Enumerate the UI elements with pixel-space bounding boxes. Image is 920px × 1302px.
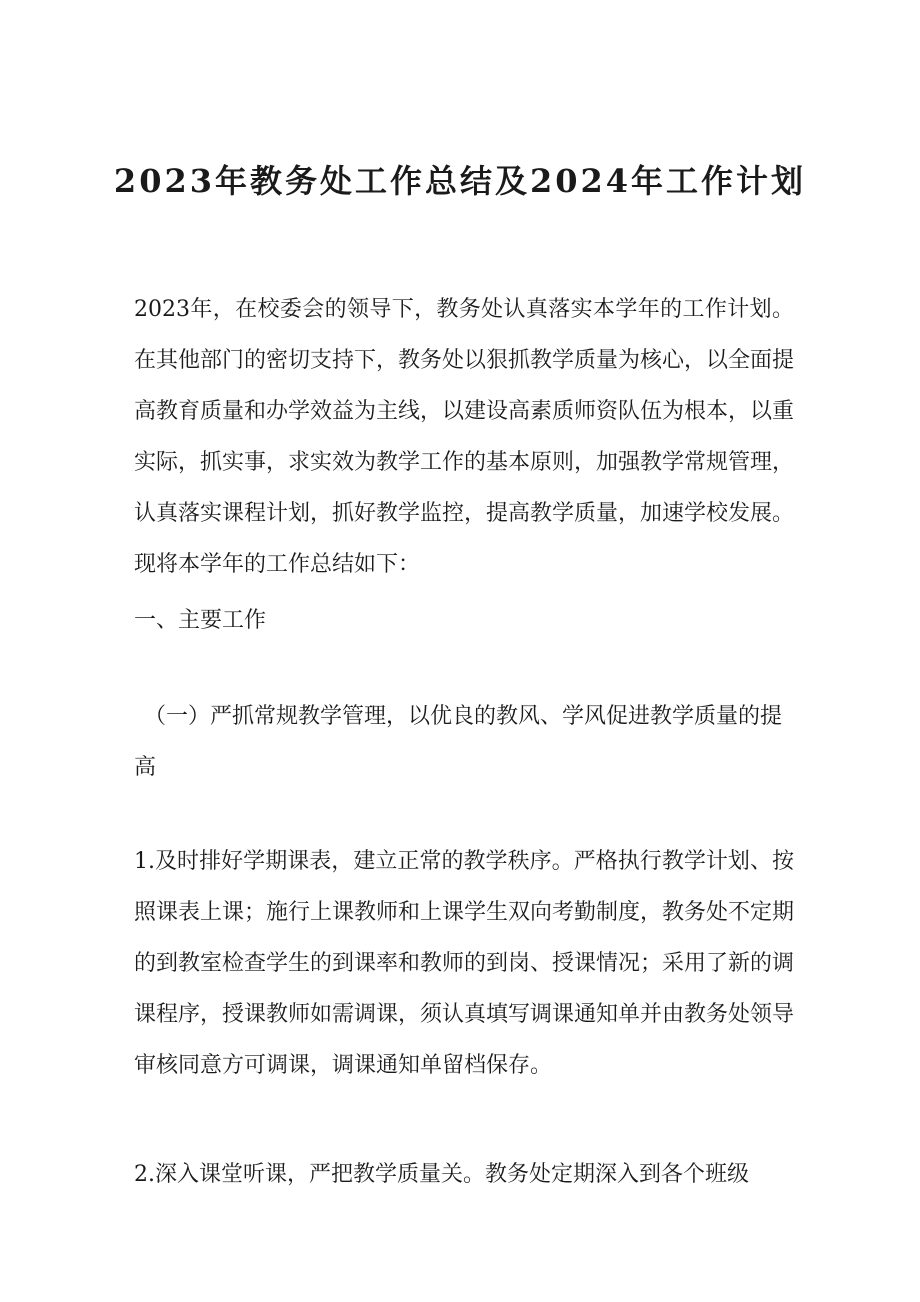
- subsection-heading: （一）严抓常规教学管理，以优良的教风、学风促进教学质量的提高: [134, 704, 783, 780]
- item-1-paragraph: 1.及时排好学期课表，建立正常的教学秩序。严格执行教学计划、按照课表上课；施行上课教师和上课学生双向考勤制度，教务处不定期的到教室检查学生的到课率和教师的到岗、授课情况；采用了新的调课程序，授课教师如需调课，须认真填写调课通知单并由教务处领导审核同意方可调课，调课通知单留档保存。: [134, 849, 795, 1078]
- intro-paragraph: 2023年，在校委会的领导下，教务处认真落实本学年的工作计划。在其他部门的密切支持下，教务处以狠抓教学质量为核心，以全面提高教育质量和办学效益为主线，以建设高素质师资队伍为根本，以重实际，抓实事，求实效为教学工作的基本原则，加强教学常规管理，认真落实课程计划，抓好教学监控，提高教学质量，加速学校发展。现将本学年的工作总结如下：: [134, 297, 795, 577]
- document-title: 2023年教务处工作总结及2024年工作计划: [113, 162, 807, 201]
- section-heading: 一、主要工作: [134, 608, 267, 633]
- item-2-paragraph: 2.深入课堂听课，严把教学质量关。教务处定期深入到各个班级: [134, 1162, 749, 1187]
